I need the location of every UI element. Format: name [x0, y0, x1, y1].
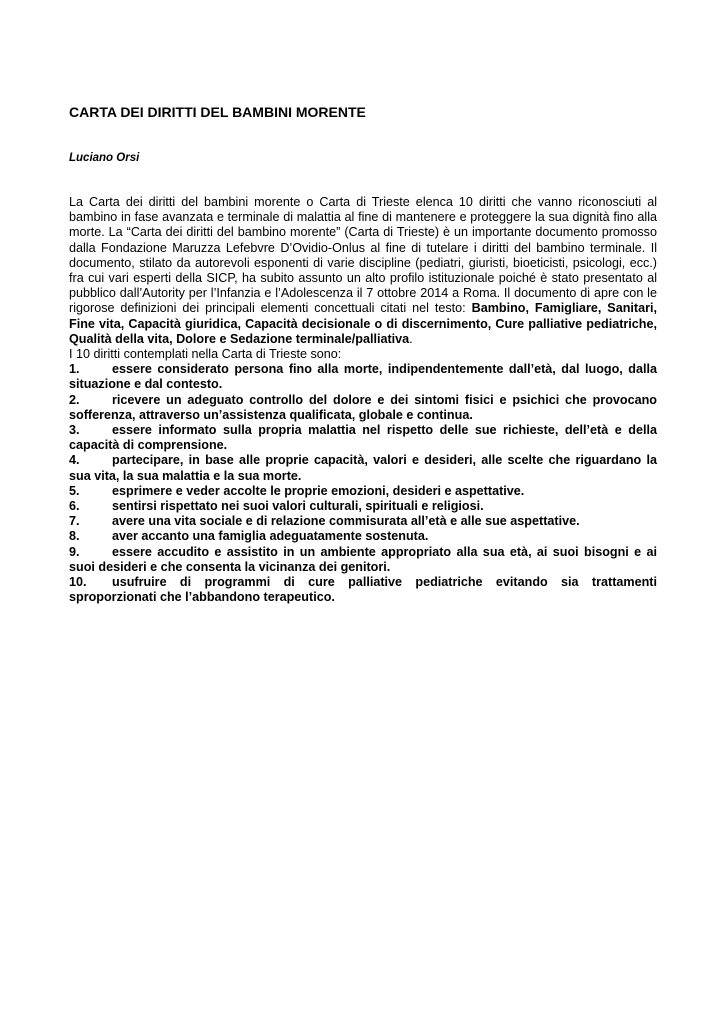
rights-list-item [69, 529, 657, 544]
document-title: CARTA DEI DIRITTI DEL BAMBINI MORENTE [69, 104, 366, 120]
rights-item-number: 4. [69, 453, 80, 468]
rights-list-item [69, 545, 657, 575]
rights-list-item [69, 514, 657, 529]
rights-item-text: essere informato sulla propria malattia nel rispetto delle sue richieste, dell’età e della capacità di comprensione. [69, 423, 657, 453]
rights-item-text: aver accanto una famiglia adeguatamente sostenuta. [112, 529, 429, 544]
rights-list-item [69, 484, 657, 499]
rights-item-number: 2. [69, 392, 80, 407]
rights-item-number: 1. [69, 362, 80, 377]
rights-list [69, 362, 657, 605]
rights-item-text: essere accudito e assistito in un ambiente appropriato alla sua età, ai suoi bisogni e ai suoi desideri e che consenta la vicinanza dei genitori. [69, 544, 657, 574]
rights-item-number: 8. [69, 529, 80, 544]
rights-list-item [69, 499, 657, 514]
rights-item-text: ricevere un adeguato controllo del dolore e dei sintomi fisici e psichici che provocano sofferenza, attraverso un’assistenza qualificata, globale e continua. [69, 392, 657, 422]
intro-text: La Carta dei diritti del bambini morente o Carta di Trieste elenca 10 diritti che vanno riconosciuti al bambino in fase avanzata e terminale di malattia al fine di mantenere e proteggere la sua dignità fino alla morte. La “Carta dei diritti del bambino morente” (Carta di Trieste) è un importante documento promosso dalla Fondazione Maruzza Lefebvre D’Ovidio-Onlus al fine di tutelare i diritti del bambino terminale. Il documento, stilato da autorevoli esponenti di varie discipline (pediatri, giuristi, bioeticisti, psicologi, ecc.) fra cui vari esperti della SICP, ha subito assunto un alto profilo istituzionale poiché è stato presentato al pubblico dall’Autority per l’Infanzia e l’Adolescenza il 7 ottobre 2014 a Roma. Il documento di apre con le rigorose definizioni dei principali elementi concettuali citati nel testo: [69, 195, 657, 316]
intro-key-terms: Bambino, Famigliare, Sanitari, Fine vita, Capacità giuridica, Capacità decisionale o di discernimento, Cure palliative pediatriche, Qualità della vita, Dolore e Sedazione terminale/palliativa [69, 301, 657, 346]
rights-item-number: 3. [69, 423, 80, 438]
rights-list-item [69, 575, 657, 605]
rights-item-text: partecipare, in base alle proprie capacità, valori e desideri, alle scelte che riguardano la sua vita, la sua malattia e la sua morte. [69, 453, 657, 483]
rights-item-number: 9. [69, 544, 80, 559]
rights-list-item [69, 362, 657, 392]
rights-item-text: essere considerato persona fino alla morte, indipendentemente dall’età, dal luogo, dalla situazione e dal contesto. [69, 362, 657, 392]
intro-end: . [409, 331, 413, 346]
author-name: Luciano Orsi [69, 152, 140, 164]
rights-item-text: avere una vita sociale e di relazione commisurata all’età e alle sue aspettative. [112, 514, 580, 529]
rights-list-lead: I 10 diritti contemplati nella Carta di Trieste sono: [69, 347, 342, 362]
rights-item-number: 7. [69, 514, 80, 529]
rights-list-item [69, 423, 657, 453]
rights-item-text: usufruire di programmi di cure palliative pediatriche evitando sia trattamenti sproporzionati che l’abbandono terapeutico. [69, 575, 657, 605]
rights-list-item [69, 453, 657, 483]
rights-item-number: 5. [69, 483, 80, 498]
rights-item-text: sentirsi rispettato nei suoi valori culturali, spirituali e religiosi. [112, 499, 484, 514]
rights-list-item [69, 393, 657, 423]
rights-item-number: 10. [69, 575, 87, 590]
rights-item-text: esprimere e veder accolte le proprie emozioni, desideri e aspettative. [112, 483, 525, 498]
rights-item-number: 6. [69, 499, 80, 514]
intro-paragraph [69, 195, 657, 347]
document-body [69, 195, 657, 605]
